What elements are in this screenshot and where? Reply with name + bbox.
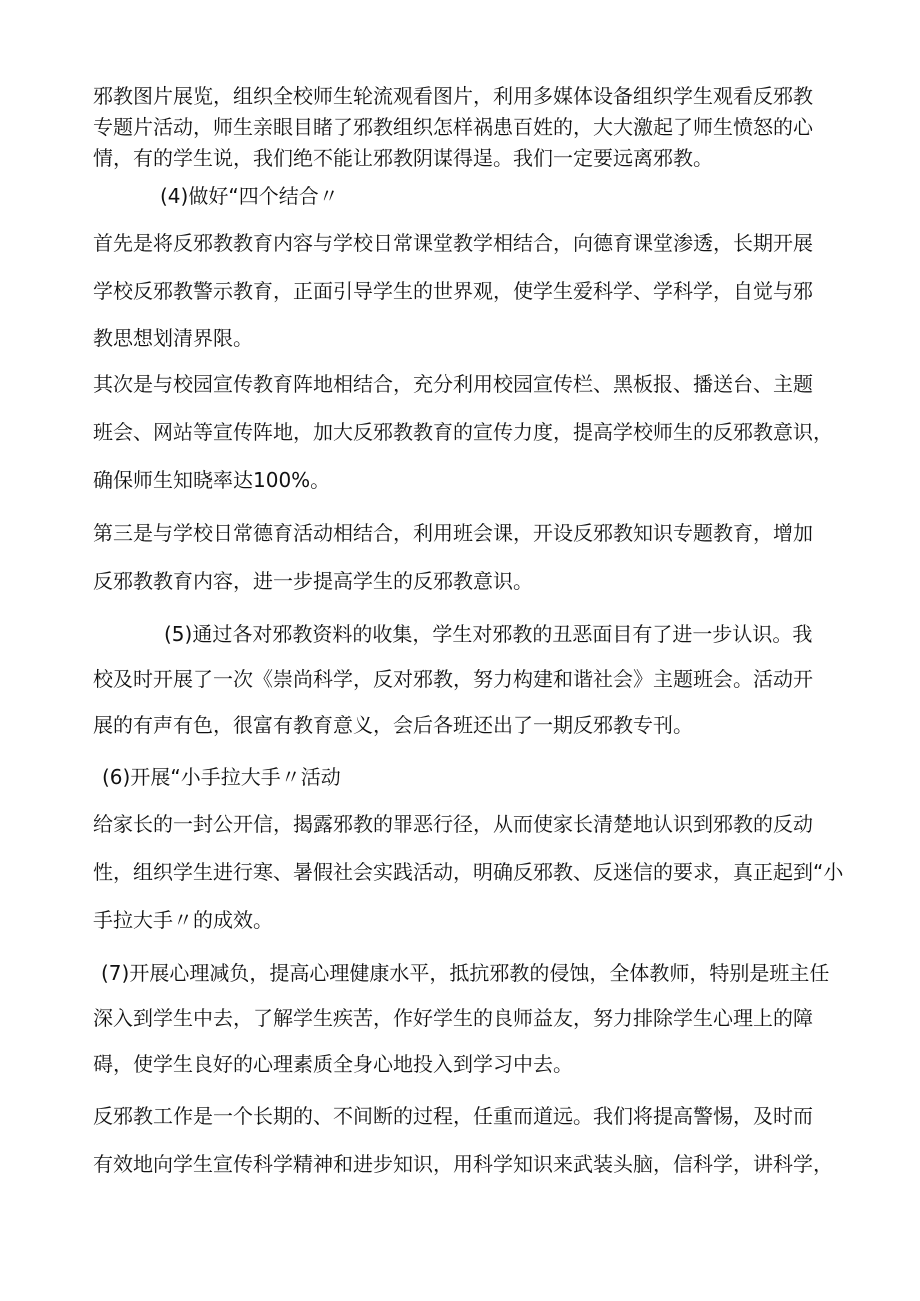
paragraph-line: 给家长的一封公开信，揭露邪教的罪恶行径，从而使家长清楚地认识到邪教的反动 bbox=[93, 812, 813, 836]
paragraph-line: 有效地向学生宣传科学精神和进步知识，用科学知识来武装头脑，信科学，讲科学， bbox=[93, 1152, 833, 1176]
paragraph-line: 教思想划清界限。 bbox=[93, 326, 253, 350]
paragraph-line: 深入到学生中去，了解学生疾苦，作好学生的良师益友，努力排除学生心理上的障 bbox=[93, 1006, 813, 1030]
paragraph-line: 确保师生知晓率达100%。 bbox=[93, 468, 331, 492]
paragraph-line: 情，有的学生说，我们绝不能让邪教阴谋得逞。我们一定要远离邪教。 bbox=[93, 146, 713, 170]
paragraph-line: 邪教图片展览，组织全校师生轮流观看图片，利用多媒体设备组织学生观看反邪教 bbox=[93, 84, 813, 108]
paragraph-line: 校及时开展了一次《崇尚科学，反对邪教，努力构建和谐社会》主题班会。活动开 bbox=[93, 667, 813, 691]
section-heading-6: (6)开展“小手拉大手〃活动 bbox=[102, 765, 341, 789]
paragraph-line: 反邪教教育内容，进一步提高学生的反邪教意识。 bbox=[93, 569, 533, 593]
paragraph-line: 班会、网站等宣传阵地，加大反邪教教育的宣传力度，提高学校师生的反邪教意识， bbox=[93, 420, 833, 444]
paragraph-line: 其次是与校园宣传教育阵地相结合，充分利用校园宣传栏、黑板报、播送台、主题 bbox=[93, 372, 813, 396]
paragraph-line: 第三是与学校日常德育活动相结合，利用班会课，开设反邪教知识专题教育，增加 bbox=[93, 521, 813, 545]
paragraph-line: 专题片活动，师生亲眼目睹了邪教组织怎样祸患百姓的，大大激起了师生愤怒的心 bbox=[93, 115, 813, 139]
paragraph-line: (7)开展心理减负，提高心理健康水平，抵抗邪教的侵蚀，全体教师，特别是班主任 bbox=[101, 961, 830, 985]
paragraph-line: 碍，使学生良好的心理素质全身心地投入到学习中去。 bbox=[93, 1052, 573, 1076]
paragraph-line: 手拉大手〃的成效。 bbox=[93, 908, 273, 932]
paragraph-line: 展的有声有色，很富有教育意义，会后各班还出了一期反邪教专刊。 bbox=[93, 713, 693, 737]
paragraph-line: 性，组织学生进行寒、暑假社会实践活动，明确反邪教、反迷信的要求，真正起到“小 bbox=[93, 860, 844, 884]
paragraph-line: 首先是将反邪教教育内容与学校日常课堂教学相结合，向德育课堂渗透，长期开展 bbox=[93, 231, 813, 255]
paragraph-line: 学校反邪教警示教育，正面引导学生的世界观，使学生爱科学、学科学，自觉与邪 bbox=[93, 279, 813, 303]
paragraph-line: (5)通过各对邪教资料的收集，学生对邪教的丑恶面目有了进一步认识。我 bbox=[164, 622, 813, 646]
paragraph-line: 反邪教工作是一个长期的、不间断的过程，任重而道远。我们将提高警惕，及时而 bbox=[93, 1104, 813, 1128]
section-heading-4: (4)做好“四个结合〃 bbox=[160, 184, 339, 208]
